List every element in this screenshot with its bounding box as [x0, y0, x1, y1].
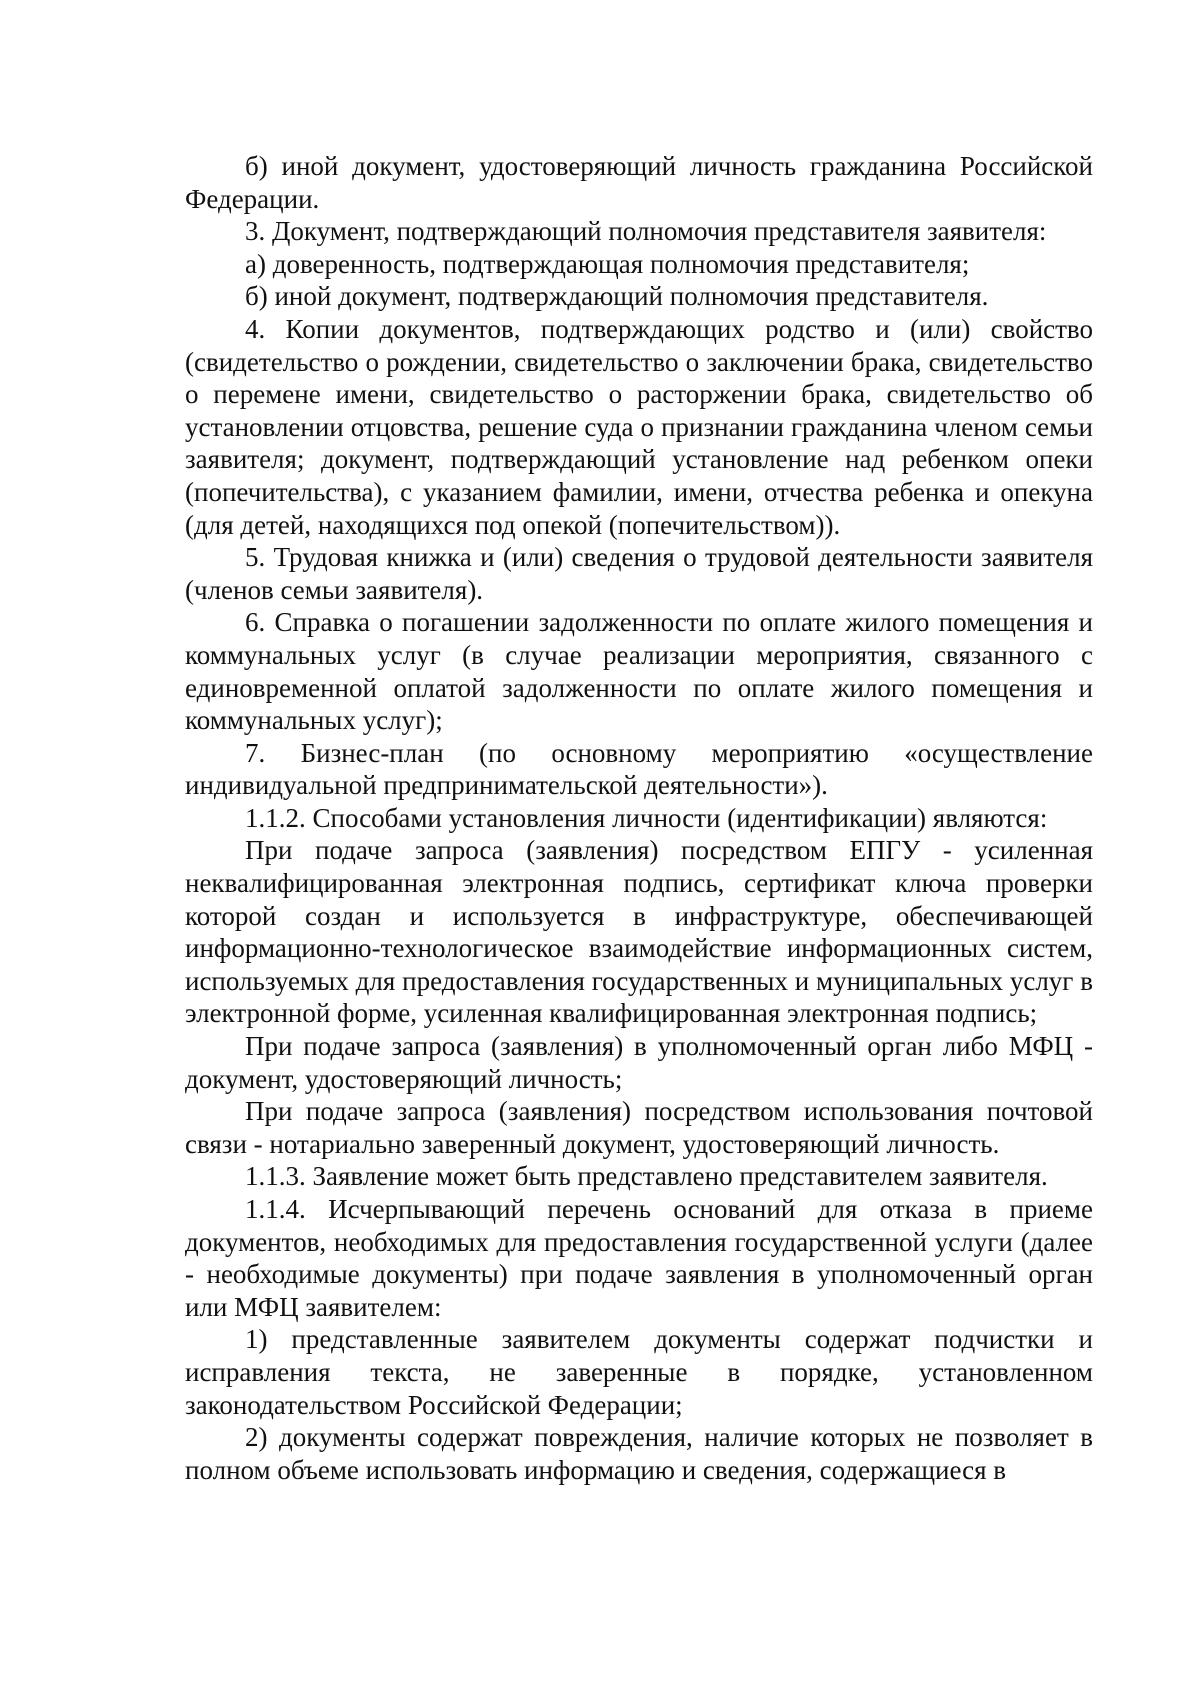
paragraph-item-5: 5. Трудовая книжка и (или) сведения о трудовой деятельности заявителя (членов семьи заявителя).: [185, 542, 1093, 605]
paragraph-item-3: 3. Документ, подтверждающий полномочия представителя заявителя:: [245, 216, 1047, 247]
paragraph-item-7: 7. Бизнес-план (по основному мероприятию «осуществление индивидуальной предпринимательской деятельности»).: [185, 737, 1093, 801]
paragraph-item-6: 6. Справка о погашении задолженности по оплате жилого помещения и коммунальных услуг (в случае реализации мероприятия, связанного с единовременной оплатой задолженности по оплате жилого помещения и коммунальных услуг);: [185, 607, 1093, 736]
paragraph-reason-1: 1) представленные заявителем документы содержат подчистки и исправления текста, не заверенные в порядке, установленном законодательством Российской Федерации;: [185, 1324, 1093, 1420]
paragraph-item-3b: б) иной документ, подтверждающий полномочия представителя.: [245, 281, 989, 312]
paragraph-passport-alt: б) иной документ, удостоверяющий личность гражданина Российской Федерации.: [185, 151, 1093, 214]
paragraph-reason-2: 2) документы содержат повреждения, наличие которых не позволяет в полном объеме использовать информацию и сведения, содержащиеся в: [185, 1422, 1093, 1485]
paragraph-1-1-2: 1.1.2. Способами установления личности (идентификации) являются:: [245, 802, 1048, 833]
paragraph-1-1-4: 1.1.4. Исчерпывающий перечень оснований для отказа в приеме документов, необходимых для предоставления государственной услуги (далее - необходимые документы) при подаче заявления в уполномоченный орган или МФЦ заявителем:: [185, 1194, 1093, 1322]
paragraph-post: При подаче запроса (заявления) посредством использования почтовой связи - нотариально заверенный документ, удостоверяющий личность.: [185, 1096, 1093, 1159]
document-body: [185, 150, 1093, 1486]
paragraph-1-1-3: 1.1.3. Заявление может быть представлено представителем заявителя.: [245, 1161, 1048, 1192]
paragraph-item-4: 4. Копии документов, подтверждающих родство и (или) свойство (свидетельство о рождении, свидетельство о заключении брака, свидетельство о перемене имени, свидетельство о расторжении брака, свидетельство об установлении отцовства, решение суда о признании гражданина членом семьи заявителя; документ, подтверждающий установление над ребенком опеки (попечительства), с указанием фамилии, имени, отчества ребенка и опекуна (для детей, находящихся под опекой (попечительством)).: [185, 313, 1093, 540]
paragraph-item-3a: а) доверенность, подтверждающая полномочия представителя;: [245, 248, 970, 279]
paragraph-mfc: При подаче запроса (заявления) в уполномоченный орган либо МФЦ - документ, удостоверяющий личность;: [185, 1031, 1093, 1094]
paragraph-epgu: При подаче запроса (заявления) посредством ЕПГУ - усиленная неквалифицированная электронная подпись, сертификат ключа проверки которой создан и используется в инфраструктуре, обеспечивающей информационно-технологическое взаимодействие информационных систем, используемых для предоставления государственных и муниципальных услуг в электронной форме, усиленная квалифицированная электронная подпись;: [185, 835, 1093, 1029]
